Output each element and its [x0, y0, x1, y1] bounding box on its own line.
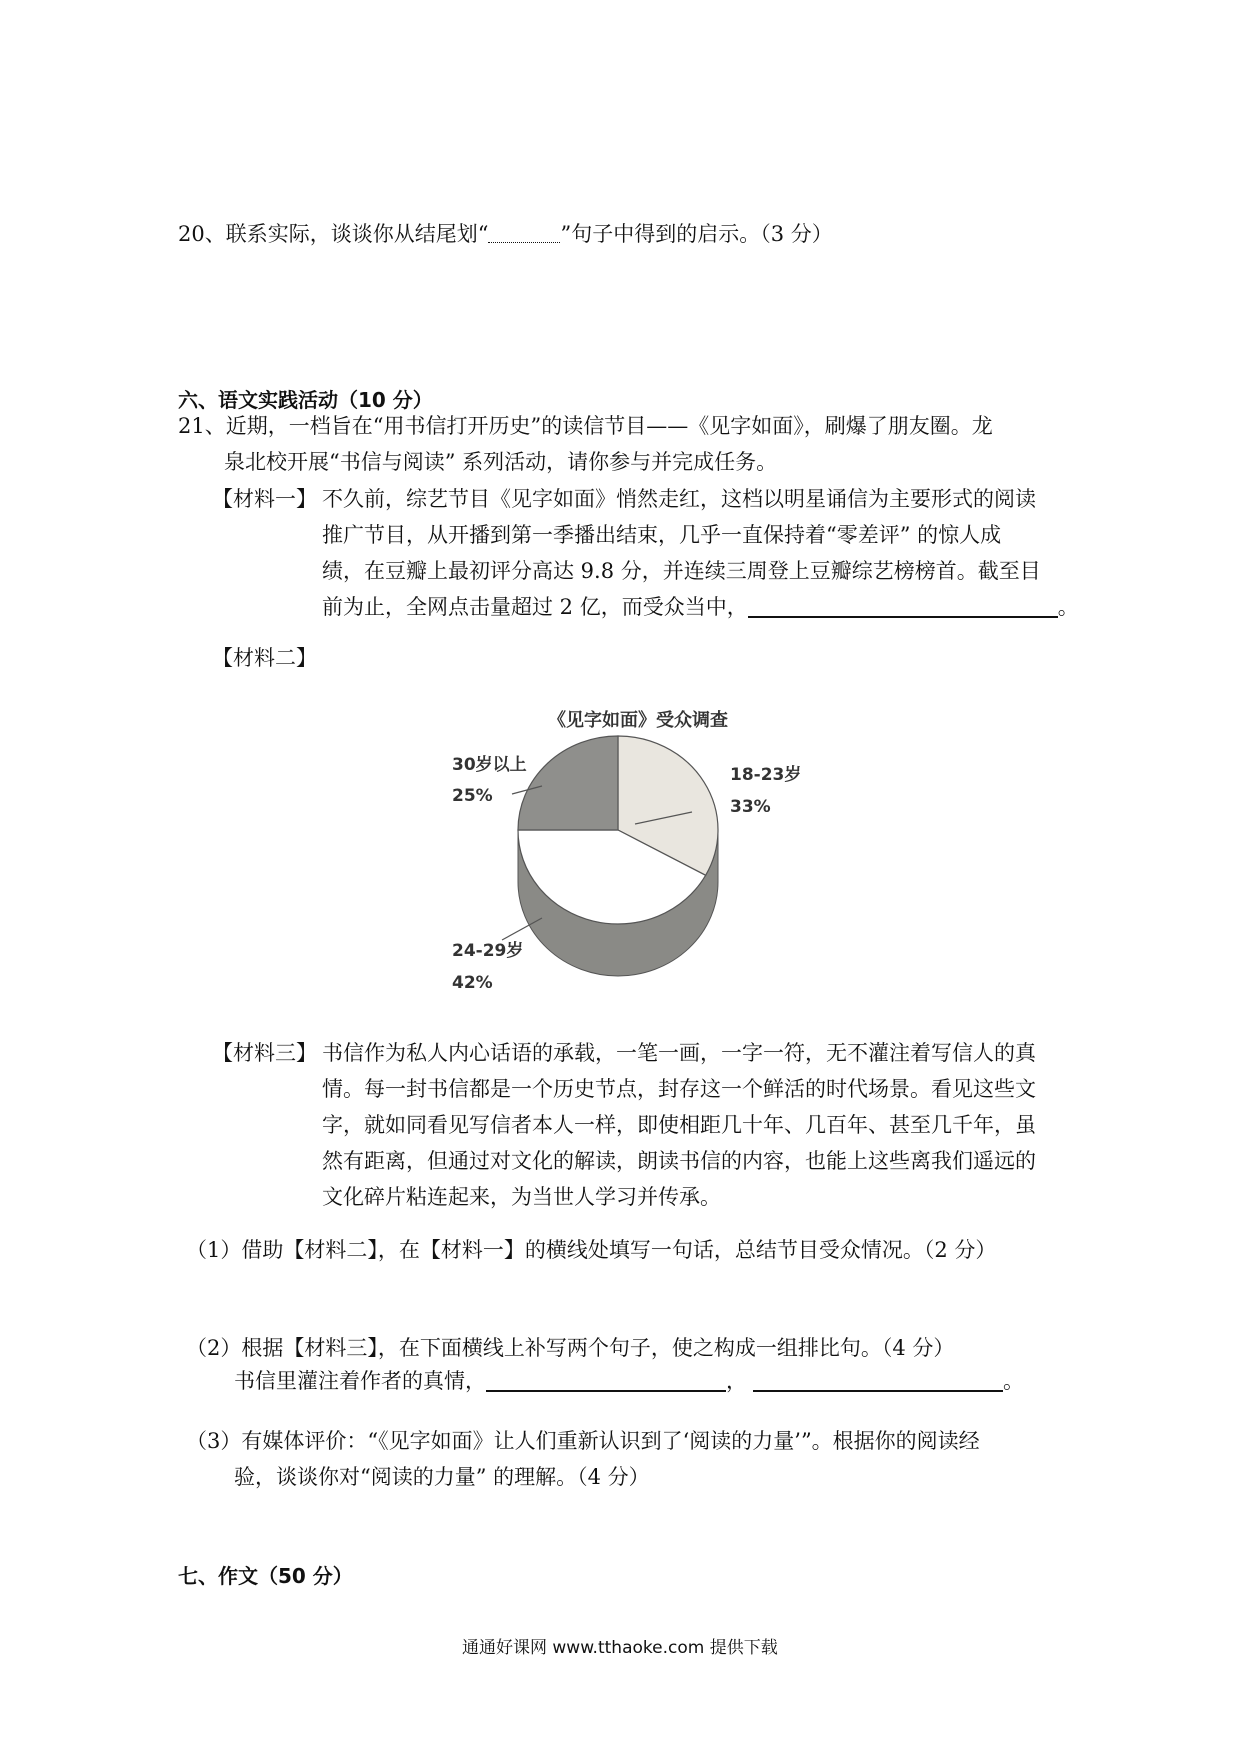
- slice-label-30-plus: 30岁以上: [452, 755, 527, 775]
- subquestion-2: （2）根据【材料三】，在下面横线上补写两个句子，使之构成一组排比句。（4 分）: [186, 1336, 955, 1360]
- material-1-line-4-text: 前为止，全网点击量超过 2 亿，而受众当中，: [322, 595, 748, 619]
- material-3-body: [322, 1035, 1036, 1215]
- material-3-line-3: 字，就如同看见写信者本人一样，即使相距几十年、几百年、甚至几千年，虽: [322, 1113, 1036, 1137]
- material-1-end-mark: 。: [1057, 595, 1079, 619]
- material-3-line-4: 然有距离，但通过对文化的解读，朗读书信的内容，也能上这些离我们遥远的: [322, 1149, 1036, 1173]
- slice-pct-24-29: 42%: [452, 973, 493, 993]
- subquestion-3: [186, 1423, 980, 1495]
- material-1-body: [322, 481, 1079, 625]
- subquestion-3-line-1: （3）有媒体评价：“《见字如面》让人们重新认识到了‘阅读的力量’”。根据你的阅读经: [186, 1429, 980, 1453]
- material-3-label: 【材料三】: [212, 1041, 317, 1065]
- question-21-intro: [178, 408, 993, 480]
- material-3-line-2: 情。每一封书信都是一个历史节点，封存这一个鲜活的时代场景。看见这些文: [322, 1077, 1036, 1101]
- material-3-line-5: 文化碎片粘连起来，为当世人学习并传承。: [322, 1185, 721, 1209]
- question-21-intro-line-2: 泉北校开展“书信与阅读” 系列活动，请你参与并完成任务。: [224, 450, 778, 474]
- audience-pie-chart: [430, 700, 850, 1020]
- pie-slice-2: [518, 736, 618, 830]
- question-20-text-b: ”句子中得到的启示。（3 分）: [560, 222, 833, 246]
- subquestion-2-comma: ，: [726, 1369, 747, 1393]
- subquestion-1: （1）借助【材料二】，在【材料一】的横线处填写一句话，总结节目受众情况。（2 分）: [186, 1238, 997, 1262]
- question-20-text-a: 20、联系实际，谈谈你从结尾划“: [178, 222, 489, 246]
- slice-pct-18-23: 33%: [730, 797, 771, 817]
- slice-label-18-23: 18-23岁: [730, 765, 802, 785]
- material-1-label: 【材料一】: [212, 487, 317, 511]
- material-1-line-4: [322, 589, 1079, 625]
- slice-pct-30-plus: 25%: [452, 786, 493, 806]
- chart-title: 《见字如面》受众调查: [548, 710, 728, 731]
- slice-label-24-29: 24-29岁: [452, 941, 524, 961]
- subquestion-2-end: 。: [1003, 1369, 1024, 1393]
- pie-body: [518, 736, 718, 976]
- section-7-heading: 七、作文（50 分）: [178, 1564, 353, 1588]
- answer-blank-material-1[interactable]: [748, 594, 1058, 618]
- subquestion-3-line-2: 验，谈谈你对“阅读的力量” 的理解。（4 分）: [234, 1465, 650, 1489]
- material-1-line-1: 不久前，综艺节目《见字如面》悄然走红，这档以明星诵信为主要形式的阅读: [322, 487, 1036, 511]
- question-20: [178, 218, 833, 248]
- answer-blank-parallel-1[interactable]: [486, 1368, 726, 1392]
- material-1-line-2: 推广节目，从开播到第一季播出结束，几乎一直保持着“零差评” 的惊人成: [322, 523, 1002, 547]
- answer-blank-parallel-2[interactable]: [753, 1368, 1003, 1392]
- page-footer: 通通好课网 www.tthaoke.com 提供下载: [462, 1638, 778, 1658]
- subquestion-2-prefix: 书信里灌注着作者的真情，: [234, 1369, 486, 1393]
- subquestion-2-answer-line: [234, 1365, 1024, 1395]
- section-6-heading: 六、语文实践活动（10 分）: [178, 388, 433, 412]
- material-2-label: 【材料二】: [212, 646, 317, 670]
- question-21-intro-line-1: 21、近期，一档旨在“用书信打开历史”的读信节目——《见字如面》，刷爆了朋友圈。龙: [178, 414, 993, 438]
- wavy-underline-blank: [488, 224, 560, 243]
- material-1-line-3: 绩，在豆瓣上最初评分高达 9.8 分，并连续三周登上豆瓣综艺榜榜首。截至目: [322, 559, 1041, 583]
- material-3-line-1: 书信作为私人内心话语的承载，一笔一画，一字一符，无不灌注着写信人的真: [322, 1041, 1036, 1065]
